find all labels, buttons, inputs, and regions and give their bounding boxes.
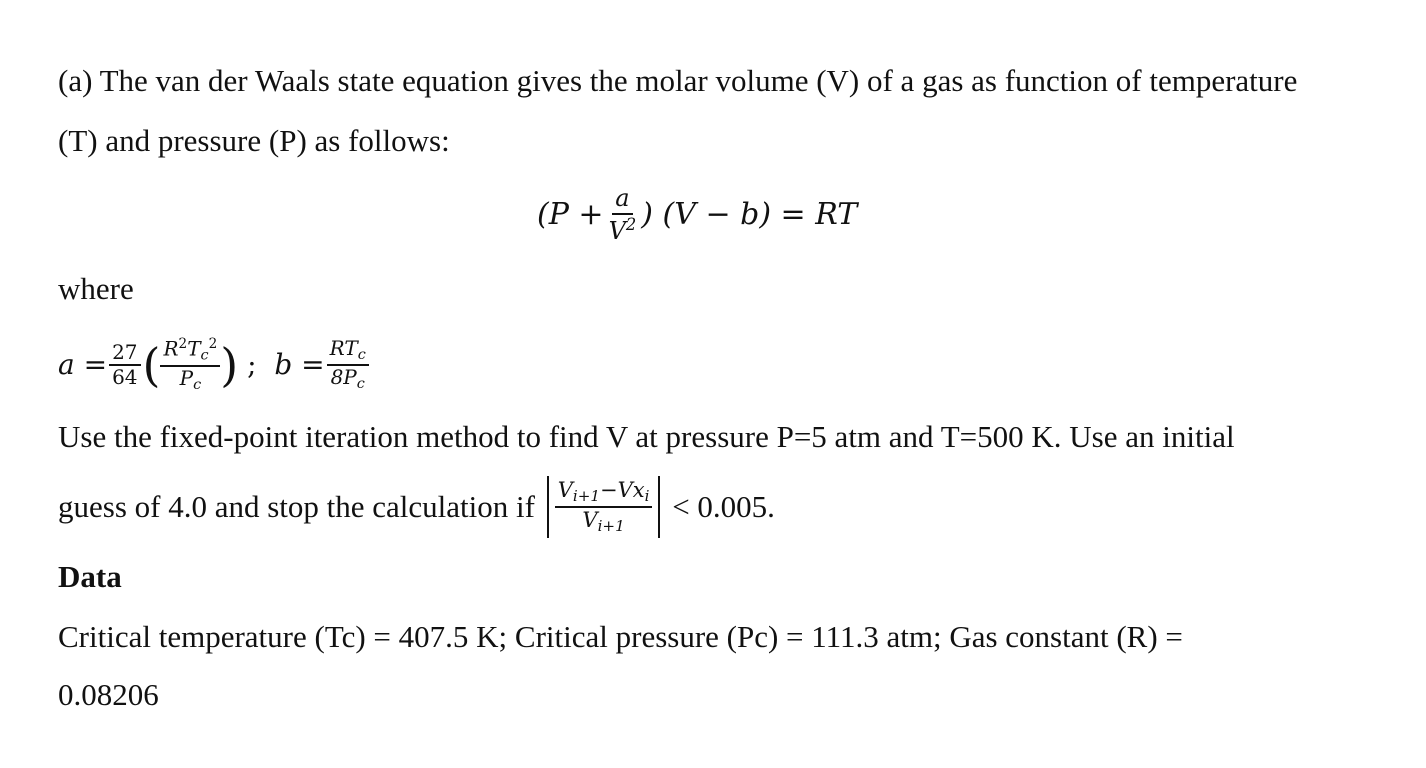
data-line-1 <box>58 618 1183 656</box>
task-text-1: Use the fixed-point iteration method to find V at pressure P=5 atm and T=500 K. Use an initial <box>58 419 1235 454</box>
abs-bar-right <box>658 476 660 538</box>
data-text-2: 0.08206 <box>58 677 159 712</box>
a-coef-den: 64 <box>112 365 138 389</box>
data-heading <box>58 558 122 596</box>
data-text-1: Critical temperature (Tc) = 407.5 K; Critical pressure (Pc) = 111.3 atm; Gas constant (R) = <box>58 619 1183 654</box>
abs-bar-left <box>547 476 549 538</box>
b-lhs: b = <box>274 348 325 381</box>
constants-a-b-equation <box>58 334 371 396</box>
crit-den-V: V <box>582 508 598 532</box>
a-lhs: a = <box>58 348 108 381</box>
eq-den-exp: 2 <box>625 214 637 234</box>
b-den <box>328 366 368 392</box>
data-line-2 <box>58 676 159 714</box>
task-line-2 <box>58 476 775 538</box>
a-inner-P-sub: c <box>193 376 202 393</box>
where-label <box>58 270 134 308</box>
a-coefficient-fraction <box>109 342 140 388</box>
crit-V-sub: i+1 <box>572 487 600 506</box>
eq-frac-num: a <box>612 186 632 214</box>
a-inner-T-sub: c <box>200 347 209 364</box>
intro-text-1: (a) The van der Waals state equation gives the molar volume (V) of a gas as function of temperature <box>58 63 1298 98</box>
eq-den-base: V <box>608 216 626 245</box>
crit-V: V <box>557 477 573 502</box>
stop-criterion-fraction <box>555 479 653 535</box>
eq-a-over-v2 <box>606 186 640 243</box>
b-num <box>327 335 369 366</box>
intro-line-2 <box>58 122 450 160</box>
data-heading-text: Data <box>58 559 122 594</box>
b-den-sub: c <box>356 376 365 393</box>
eq-lhs-open: (P + <box>537 197 604 232</box>
a-open-paren: ( <box>142 338 161 392</box>
where-text: where <box>58 271 134 306</box>
a-inner-R: R <box>163 336 179 361</box>
a-inner-T-exp: 2 <box>208 336 218 353</box>
a-inner-num <box>160 337 220 367</box>
a-close-paren: ) <box>220 338 239 392</box>
crit-minus-Vx: −Vx <box>599 477 645 502</box>
b-fraction <box>327 335 369 393</box>
task-text-2-suffix: < 0.005. <box>664 489 775 524</box>
b-den-text: 8P <box>330 365 357 389</box>
intro-line-1 <box>58 62 1297 100</box>
a-inner-R-exp: 2 <box>178 336 188 353</box>
a-inner-den <box>177 367 205 393</box>
eq-frac-den <box>606 215 640 244</box>
a-inner-T: T <box>187 336 201 361</box>
a-inner-P: P <box>179 365 194 390</box>
a-inner-fraction <box>160 337 220 393</box>
a-coef-num: 27 <box>109 342 140 366</box>
van-der-waals-equation <box>537 180 857 250</box>
crit-x-sub: i <box>644 487 650 506</box>
b-num-sub: c <box>357 346 366 363</box>
task-text-2-prefix: guess of 4.0 and stop the calculation if <box>58 489 543 524</box>
crit-den-sub: i+1 <box>597 517 625 536</box>
task-line-1 <box>58 418 1235 456</box>
criterion-den <box>579 508 627 535</box>
b-num-text: RT <box>329 335 358 360</box>
eq-rhs: ) (V − b) = RT <box>641 197 858 232</box>
ab-separator: ; <box>238 348 275 381</box>
criterion-num <box>555 479 653 508</box>
intro-text-2: (T) and pressure (P) as follows: <box>58 123 450 158</box>
